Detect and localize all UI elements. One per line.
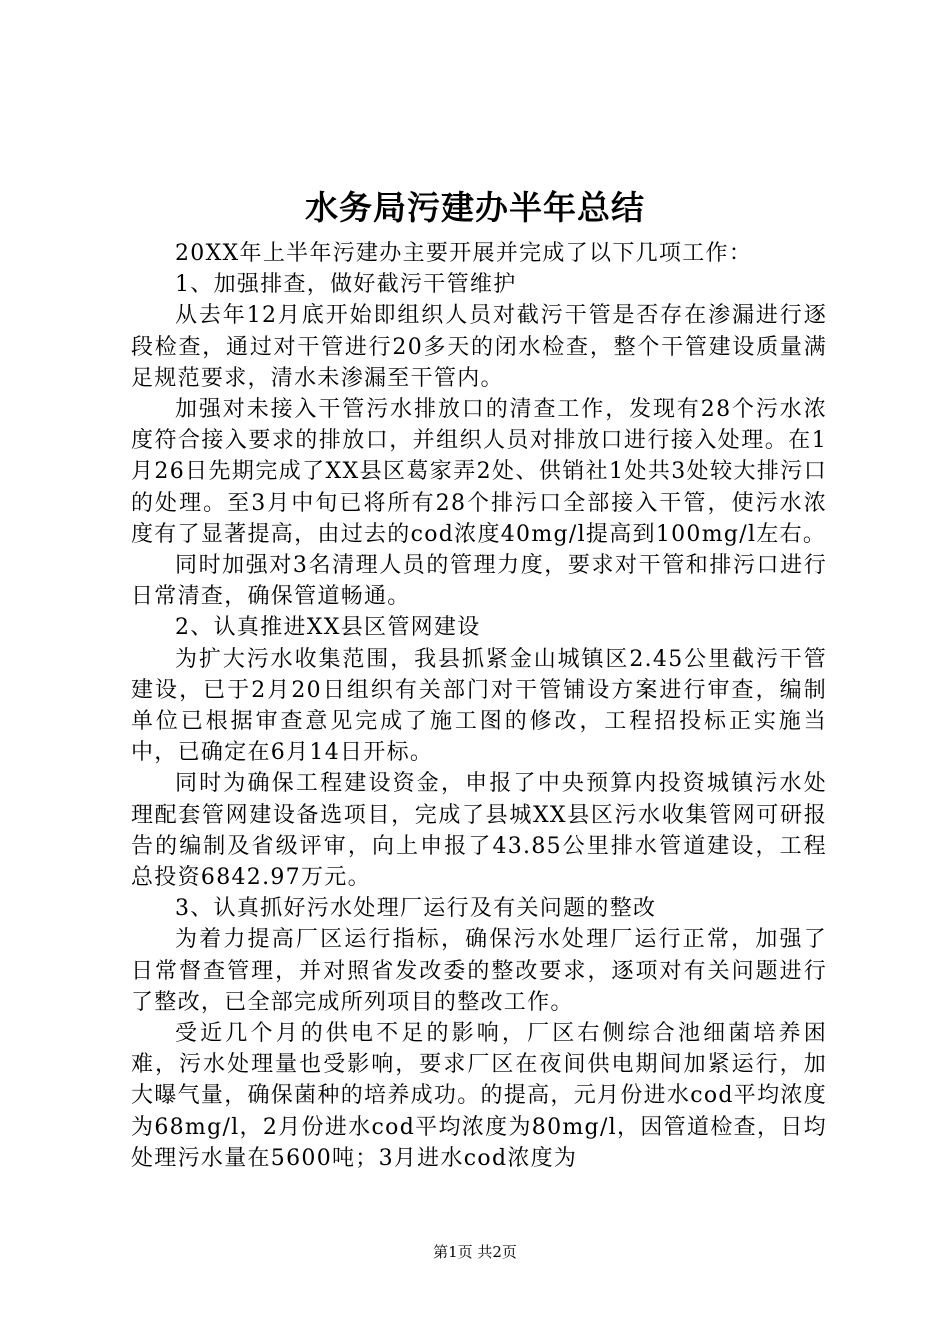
intro-paragraph: 20XX年上半年污建办主要开展并完成了以下几项工作： (175, 241, 753, 266)
document-title: 水务局污建办半年总结 (305, 188, 645, 227)
body-paragraph: 同时加强对3名清理人员的管理力度，要求对干管和排污口进行日常清查，确保管道畅通。 (131, 553, 827, 610)
body-paragraph: 同时为确保工程建设资金，申报了中央预算内投资城镇污水处理配套管网建设备选项目，完成了县城XX县区污水收集管网可研报告的编制及省级评审，向上申报了43.85公里排水管道建设，工程总投资6842.97万元。 (131, 771, 827, 891)
body-paragraph: 为扩大污水收集范围，我县抓紧金山城镇区2.45公里截污干管建设，已于2月20日组织有关部门对干管铺设方案进行审查，编制单位已根据审查意见完成了施工图的修改，工程招投标正实施当中，已确定在6月14日开标。 (131, 646, 827, 766)
body-paragraph: 受近几个月的供电不足的影响，厂区右侧综合池细菌培养困难，污水处理量也受影响，要求厂区在夜间供电期间加紧运行，加大曝气量，确保菌种的培养成功。的提高，元月份进水cod平均浓度为68mg/l，2月份进水cod平均浓度为80mg/l，因管道检查，日均处理污水量在5600吨；3月进水cod浓度为 (131, 1021, 827, 1171)
body-paragraph: 从去年12月底开始即组织人员对截污干管是否存在渗漏进行逐段检查，通过对干管进行20多天的闭水检查，整个干管建设质量满足规范要求，清水未渗漏至干管内。 (131, 303, 827, 391)
document-body (131, 238, 827, 1174)
section-heading-3: 3、认真抓好污水处理厂运行及有关问题的整改 (175, 896, 657, 922)
page-footer: 第1页 共2页 (433, 1243, 517, 1261)
body-paragraph: 加强对未接入干管污水排放口的清查工作，发现有28个污水浓度符合接入要求的排放口，并组织人员对排放口进行接入处理。在1月26日先期完成了XX县区葛家弄2处、供销社1处共3处较大排污口的处理。至3月中旬已将所有28个排污口全部接入干管，使污水浓度有了显著提高，由过去的cod浓度40mg/l提高到100mg/l左右。 (131, 397, 827, 547)
body-paragraph: 为着力提高厂区运行指标，确保污水处理厂运行正常，加强了日常督查管理，并对照省发改委的整改要求，逐项对有关问题进行了整改，已全部完成所列项目的整改工作。 (131, 927, 827, 1015)
section-heading-1: 1、加强排查，做好截污干管维护 (175, 272, 517, 298)
section-heading-2: 2、认真推进XX县区管网建设 (175, 615, 481, 641)
